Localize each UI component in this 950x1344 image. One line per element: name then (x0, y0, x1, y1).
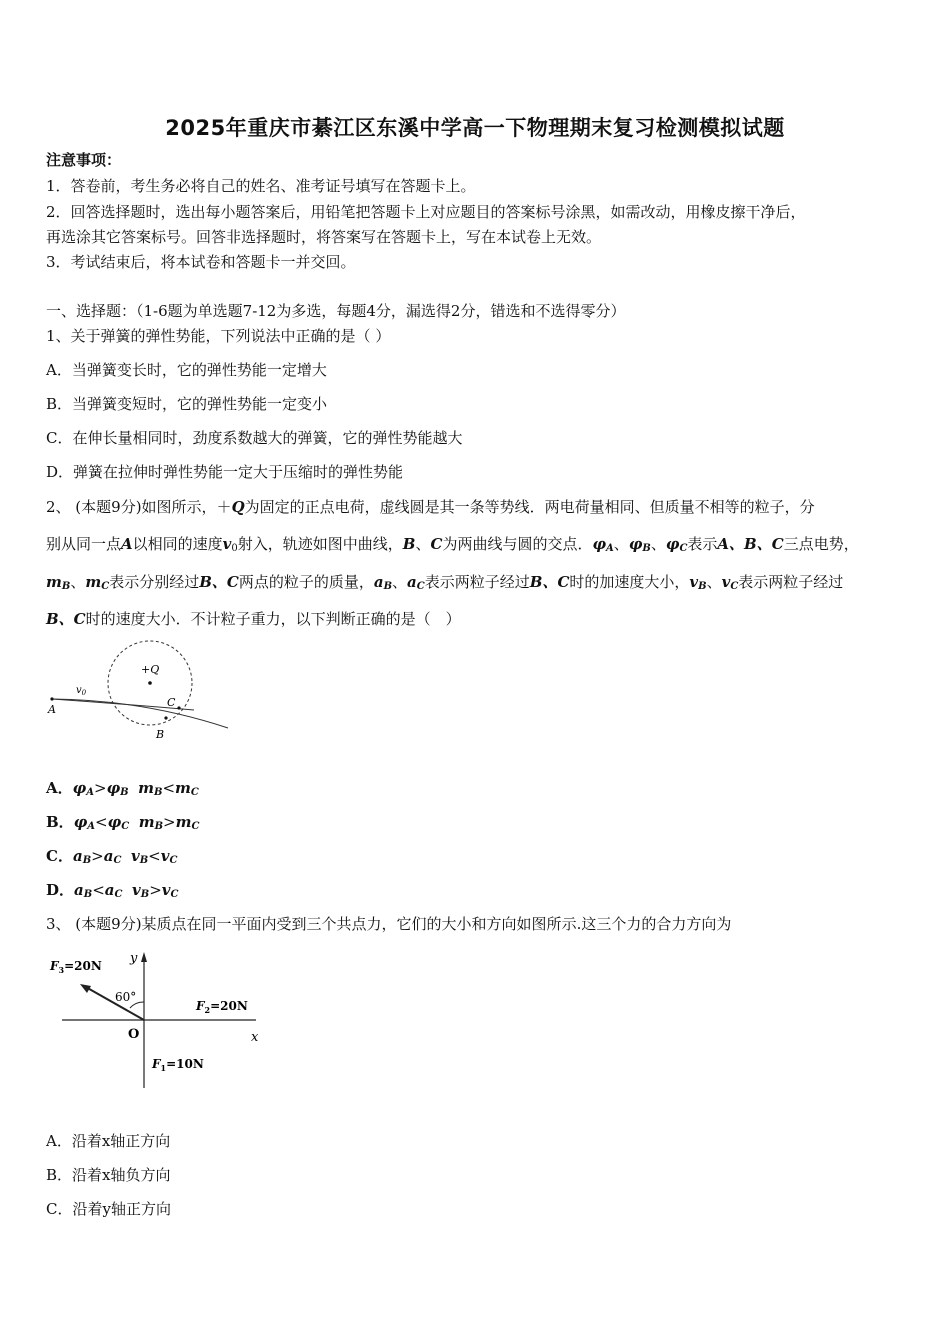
notice-item-3: 3．考试结束后，将本试卷和答题卡一并交回。 (46, 253, 356, 271)
q1-option-a: A．当弹簧变长时，它的弹性势能一定增大 (46, 361, 327, 379)
q2-option-a: A．$\varphi_A>\varphi_B$ $m_B<m_C$ (46, 779, 199, 798)
q2-stem-line4: B、C时的速度大小．不计粒子重力，以下判断正确的是（ ） (46, 610, 461, 628)
f1-label: $F_1=10N$ (152, 1057, 204, 1073)
q1-option-b: B．当弹簧变短时，它的弹性势能一定变小 (46, 395, 328, 413)
label-v0: $v_0$ (76, 685, 87, 697)
notice-item-1: 1．答卷前，考生务必将自己的姓名、准考证号填写在答题卡上。 (46, 177, 476, 195)
charge-label: +Q (141, 663, 160, 676)
q2-equipotential-figure (44, 640, 234, 750)
q2-option-c: C．$a_B>a_C$ $v_B<v_C$ (46, 847, 178, 866)
y-axis-arrow (141, 952, 147, 962)
q3-option-b: B．沿着x轴负方向 (46, 1166, 171, 1184)
q1-option-d: D．弹簧在拉伸时弹性势能一定大于压缩时的弹性势能 (46, 463, 404, 481)
section-heading: 一、选择题：（1-6题为单选题7-12为多选，每题4分，漏选得2分，错选和不选得零分） (46, 302, 626, 320)
q2-stem-line2: 别从同一点A以相同的速度$v_0$射入，轨迹如图中曲线，B、C为两曲线与圆的交点．$\varphi_A$、$\varphi_B$、$\varphi_C$表示A、B、C三点电势， (46, 535, 859, 554)
point-c (177, 706, 180, 709)
q3-option-c: C．沿着y轴正方向 (46, 1200, 171, 1218)
angle-label: 60° (115, 990, 137, 1004)
point-b (164, 716, 167, 719)
q1-option-c: C．在伸长量相同时，劲度系数越大的弹簧，它的弹性势能越大 (46, 429, 463, 447)
point-a (50, 697, 53, 700)
f3-arrowhead (80, 984, 91, 993)
label-b: B (156, 728, 165, 741)
label-a: A (48, 703, 56, 716)
trajectory-b (52, 699, 228, 728)
page-title: 2025年重庆市綦江区东溪中学高一下物理期末复习检测模拟试题 (165, 116, 785, 140)
q3-option-a: A．沿着x轴正方向 (46, 1132, 171, 1150)
q2-stem-line1: 2、 (本题9分)如图所示，＋Q为固定的正点电荷，虚线圆是其一条等势线．两电荷量相同、但质量不相等的粒子，分 (46, 498, 815, 516)
q3-stem: 3、 (本题9分)某质点在同一平面内受到三个共点力，它们的大小和方向如图所示.这三个力的合力方向为 (46, 915, 732, 933)
q3-force-diagram (44, 946, 274, 1096)
q2-stem-line3: $m_B$、$m_C$表示分别经过B、C两点的粒子的质量，$a_B$、$a_C$表示两粒子经过B、C时的加速度大小，$v_B$、$v_C$表示两粒子经过 (46, 573, 844, 592)
notice-item-2b: 再选涂其它答案标号。回答非选择题时，将答案写在答题卡上，写在本试卷上无效。 (46, 228, 602, 246)
origin-label: O (128, 1027, 140, 1042)
q2-option-b: B．$\varphi_A<\varphi_C$ $m_B>m_C$ (46, 813, 200, 832)
y-label: y (130, 951, 138, 966)
label-c: C (167, 696, 176, 709)
x-label: x (251, 1030, 259, 1045)
q1-stem: 1、关于弹簧的弹性势能，下列说法中正确的是（ ） (46, 327, 391, 345)
q2-option-d: D．$a_B<a_C$ $v_B>v_C$ (46, 881, 179, 900)
f2-label: $F_2=20N$ (196, 999, 248, 1015)
f3-label: $F_3=20N$ (50, 959, 102, 975)
notice-item-2a: 2．回答选择题时，选出每小题答案后，用铅笔把答题卡上对应题目的答案标号涂黑，如需改动，用橡皮擦干净后， (46, 203, 806, 221)
charge-point (148, 681, 152, 685)
notice-heading: 注意事项： (46, 151, 122, 169)
